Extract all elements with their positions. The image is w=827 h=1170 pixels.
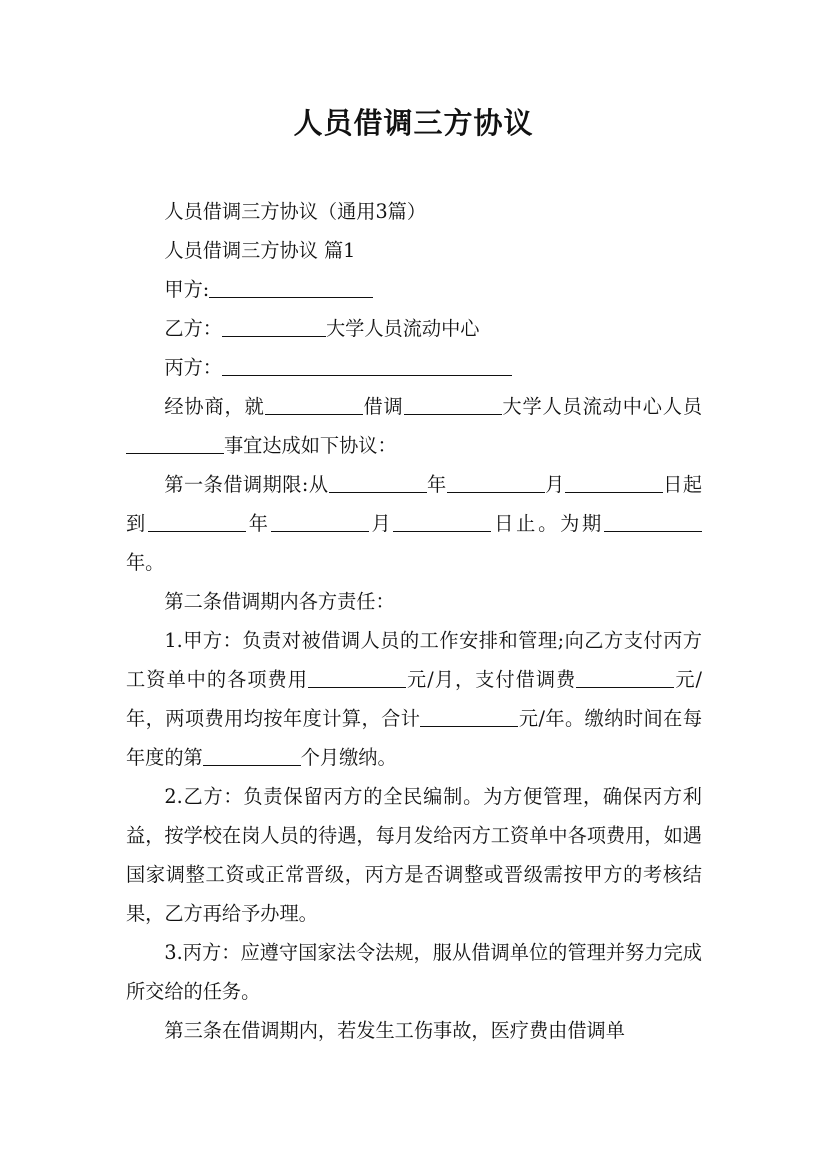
blank-field	[271, 512, 369, 532]
article-2-heading: 第二条借调期内各方责任：	[164, 590, 395, 613]
part-heading: 人员借调三方协议 篇1	[164, 239, 356, 262]
party-a-line: 甲方:	[126, 270, 702, 309]
blank-field	[265, 395, 363, 415]
blank-field	[203, 746, 301, 766]
blank-field	[126, 434, 224, 454]
blank-field	[420, 707, 518, 727]
subtitle: 人员借调三方协议（通用3篇）	[164, 200, 427, 223]
blank-field	[404, 395, 502, 415]
blank-field	[222, 356, 512, 376]
blank-field	[604, 512, 702, 532]
blank-field	[148, 512, 246, 532]
document-body	[126, 192, 702, 1050]
article-2-item-1: 1.甲方：负责对被借调人员的工作安排和管理;向乙方支付丙方工资单中的各项费用 元/月，支付借调费 元/年，两项费用均按年度计算，合计 元/年。缴纳时间在每年度的第 个月缴纳。	[126, 629, 703, 769]
blank-field	[329, 473, 427, 493]
blank-field	[209, 278, 373, 298]
blank-field	[447, 473, 545, 493]
party-b-line: 乙方： 大学人员流动中心	[164, 317, 480, 340]
article-3: 第三条在借调期内，若发生工伤事故，医疗费由借调单	[164, 1019, 625, 1042]
blank-field	[393, 512, 491, 532]
intro-paragraph: 经协商，就 借调 大学人员流动中心人员事宜达成如下协议：	[126, 387, 702, 465]
blank-field	[565, 473, 663, 493]
blank-field	[308, 668, 406, 688]
party-c-line: 丙方：	[126, 348, 702, 387]
article-1: 第一条借调期限:从 年 月 日起到 年 月 日止。为期年。	[126, 473, 703, 574]
article-2-item-2: 2.乙方：负责保留丙方的全民编制。为方便管理，确保丙方利益，按学校在岗人员的待遇，每月发给丙方工资单中各项费用，如遇国家调整工资或正常晋级，丙方是否调整或晋级需按甲方的考核结果，乙方再给予办理。	[126, 785, 702, 925]
document-title: 人员借调三方协议	[293, 106, 534, 140]
blank-field	[222, 317, 326, 337]
blank-field	[576, 668, 674, 688]
article-2-item-3: 3.丙方：应遵守国家法令法规，服从借调单位的管理并努力完成所交给的任务。	[126, 941, 702, 1003]
